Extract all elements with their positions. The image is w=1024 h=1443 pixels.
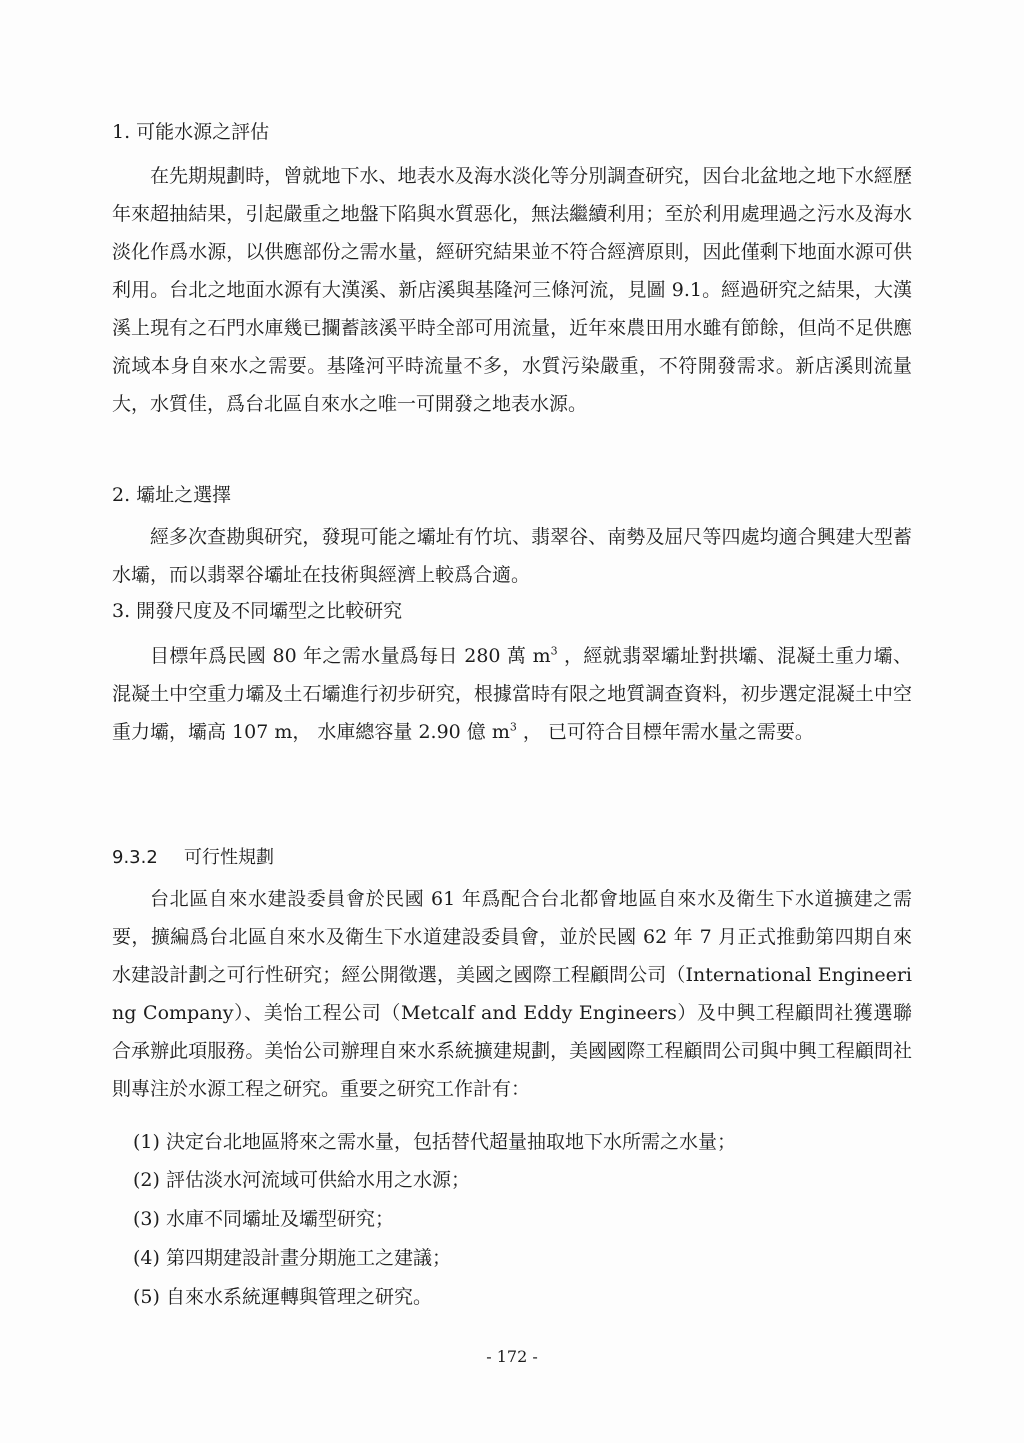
section-3-paragraph [112, 637, 912, 751]
section-3-text-3: ， 已可符合目標年需水量之需要。 [516, 721, 814, 743]
list-item: (3) 水庫不同壩址及壩型研究； [133, 1208, 394, 1230]
section-title: 可行性規劃 [184, 847, 274, 868]
section-2-paragraph: 經多次查勘與研究，發現可能之壩址有竹坑、翡翠谷、南勢及屈尺等四處均適合興建大型蓄水壩，而以翡翠谷壩址在技術與經濟上較爲合適。 [112, 526, 912, 586]
section-2-heading: 2. 壩址之選擇 [112, 484, 232, 506]
superscript-3: 3 [509, 720, 517, 734]
list-item: (2) 評估淡水河流域可供給水用之水源； [133, 1169, 470, 1191]
section-1-heading: 1. 可能水源之評估 [112, 121, 270, 143]
page-number: - 172 - [486, 1347, 538, 1366]
superscript-3: 3 [550, 644, 558, 658]
section-3-text-1: 目標年爲民國 80 年之需水量爲每日 280 萬 m [150, 645, 551, 667]
list-item: (4) 第四期建設計畫分期施工之建議； [133, 1247, 451, 1269]
section-number: 9.3.2 [112, 847, 158, 868]
section-9-3-2-paragraph: 台北區自來水建設委員會於民國 61 年爲配合台北都會地區自來水及衛生下水道擴建之需要，擴編爲台北區自來水及衛生下水道建設委員會，並於民國 62 年 7 月正式推動第四期自來水建設計劃之可行性研究；經公開徵選，美國之國際工程顧問公司（International Engineering Company）、美怡工程公司（Metcalf and Eddy Engineers）及中興工程顧問社獲選聯合承辦此項服務。美怡公司辦理自來水系統擴建規劃，美國國際工程顧問公司與中興工程顧問社則專注於水源工程之研究。重要之研究工作計有： [112, 888, 912, 1100]
list-item: (1) 決定台北地區將來之需水量，包括替代超量抽取地下水所需之水量； [133, 1131, 736, 1153]
section-3-text-2: ，經就翡翠壩址對拱壩、混凝土重力壩、混凝土中空重力壩及土石壩進行初步研究，根據當時有限之地質調查資料，初步選定混凝土中空重力壩，壩高 107 m， 水庫總容量 2.90 億 m [112, 645, 912, 743]
section-3-heading: 3. 開發尺度及不同壩型之比較研究 [112, 600, 403, 622]
list-item: (5) 自來水系統運轉與管理之研究。 [133, 1286, 432, 1308]
section-9-3-2-heading [112, 844, 912, 872]
section-1-paragraph: 在先期規劃時，曾就地下水、地表水及海水淡化等分別調查研究，因台北盆地之地下水經歷年來超抽結果，引起嚴重之地盤下陷與水質惡化，無法繼續利用；至於利用處理過之污水及海水淡化作爲水源，以供應部份之需水量，經研究結果並不符合經濟原則，因此僅剩下地面水源可供利用。台北之地面水源有大漢溪、新店溪與基隆河三條河流，見圖 9.1。經過研究之結果，大漢溪上現有之石門水庫幾已攔蓄該溪平時全部可用流量，近年來農田用水雖有節餘，但尚不足供應流域本身自來水之需要。基隆河平時流量不多，水質污染嚴重，不符開發需求。新店溪則流量大，水質佳，爲台北區自來水之唯一可開發之地表水源。 [112, 165, 912, 415]
